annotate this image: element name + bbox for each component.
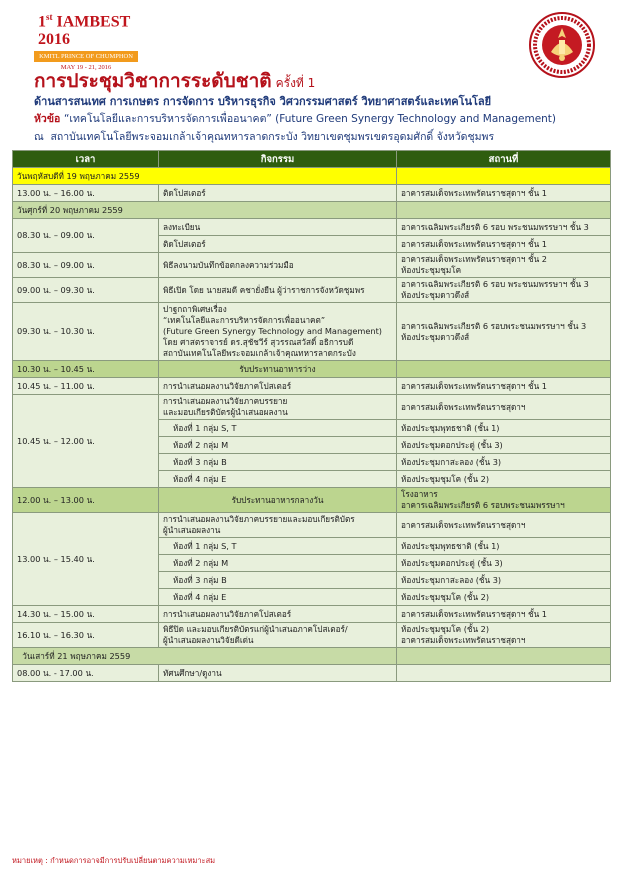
time-cell: 16.10 น. – 16.30 น. (13, 623, 159, 648)
time-cell: 13.00 น. – 15.40 น. (13, 513, 159, 606)
day-label: วันพฤหัสบดีที่ 19 พฤษภาคม 2559 (13, 168, 397, 185)
venue-cell: ห้องประชุมชุมโค (ชั้น 2) (397, 589, 611, 606)
venue-cell: อาคารสมเด็จพระเทพรัตนราชสุดาฯ (397, 513, 611, 538)
venue-cell: อาคารสมเด็จพระเทพรัตนราชสุดาฯ ชั้น 1 (397, 378, 611, 395)
room-cell: ห้องที่ 4 กลุ่ม E (159, 471, 397, 488)
time-cell: 09.30 น. – 10.30 น. (13, 303, 159, 361)
table-row (13, 185, 611, 202)
activity-cell: พิธีลงนามบันทึกข้อตกลงความร่วมมือ (159, 253, 397, 278)
venue-cell: ห้องประชุมกาสะลอง (ชั้น 3) (397, 572, 611, 589)
venue-cell: ห้องประชุมชุมโค (ชั้น 2) อาคารสมเด็จพระเทพรัตนราชสุดาฯ (397, 623, 611, 648)
time-cell: 09.00 น. – 09.30 น. (13, 278, 159, 303)
time-cell: 14.30 น. – 15.00 น. (13, 606, 159, 623)
venue-cell: อาคารเฉลิมพระเกียรติ 6 รอบพระชนมพรรษาฯ ชั้น 3 ห้องประชุมดาวดึงส์ (397, 303, 611, 361)
room-cell: ห้องที่ 1 กลุ่ม S, T (159, 538, 397, 555)
venue-cell (397, 361, 611, 378)
room-cell: ห้องที่ 3 กลุ่ม B (159, 572, 397, 589)
time-cell: 10.30 น. – 10.45 น. (13, 361, 159, 378)
header-activity: กิจกรรม (159, 151, 397, 168)
activity-cell: พิธีปิด และมอบเกียรติบัตรแก่ผู้นำเสนอภาคโปสเตอร์/ ผู้นำเสนอผลงานวิจัยดีเด่น (159, 623, 397, 648)
time-cell: 12.00 น. – 13.00 น. (13, 488, 159, 513)
activity-cell: การนำเสนอผลงานวิจัยภาคบรรยายและมอบเกียรติบัตร ผู้นำเสนอผลงาน (159, 513, 397, 538)
venue-cell: อาคารสมเด็จพระเทพรัตนราชสุดาฯ ชั้น 2 ห้องประชุมชุมโค (397, 253, 611, 278)
table-row (13, 219, 611, 236)
break-row (13, 361, 611, 378)
activity-cell: การนำเสนอผลงานวิจัยภาคบรรยาย และมอบเกียรติบัตรผู้นำเสนอผลงาน (159, 395, 397, 420)
table-row (13, 606, 611, 623)
day-row (13, 168, 611, 185)
day-row (13, 648, 611, 665)
venue-cell: ห้องประชุมกาสะลอง (ชั้น 3) (397, 454, 611, 471)
conference-logo (34, 8, 146, 72)
conference-subtitle: ด้านสารสนเทศ การเกษตร การจัดการ บริหารธุรกิจ วิศวกรรมศาสตร์ วิทยาศาสตร์และเทคโนโลยี (34, 95, 492, 108)
activity-cell: การนำเสนอผลงานวิจัยภาคโปสเตอร์ (159, 378, 397, 395)
table-row (13, 513, 611, 538)
activity-cell: พิธีเปิด โดย นายสมดี คชายั่งยืน ผู้ว่าราชการจังหวัดชุมพร (159, 278, 397, 303)
room-cell: ห้องที่ 2 กลุ่ม M (159, 555, 397, 572)
venue-cell: ห้องประชุมพุทธชาติ (ชั้น 1) (397, 420, 611, 437)
day-label: วันเสาร์ที่ 21 พฤษภาคม 2559 (13, 648, 397, 665)
time-cell: 10.45 น. – 11.00 น. (13, 378, 159, 395)
time-cell: 08.30 น. – 09.00 น. (13, 253, 159, 278)
table-header-row (13, 151, 611, 168)
venue-cell: ห้องประชุมดอกประดู่ (ชั้น 3) (397, 437, 611, 454)
footnote: หมายเหตุ : กำหนดการอาจมีการปรับเปลี่ยนตามความเหมาะสม (12, 856, 216, 865)
venue-cell: อาคารเฉลิมพระเกียรติ 6 รอบ พระชนมพรรษาฯ ชั้น 3 (397, 219, 611, 236)
table-row (13, 395, 611, 420)
venue-cell: อาคารเฉลิมพระเกียรติ 6 รอบ พระชนมพรรษาฯ ชั้น 3 ห้องประชุมดาวดึงส์ (397, 278, 611, 303)
day-row (13, 202, 611, 219)
venue-cell: อาคารสมเด็จพระเทพรัตนราชสุดาฯ (397, 395, 611, 420)
activity-cell: ติดโปสเตอร์ (159, 185, 397, 202)
activity-cell: รับประทานอาหารกลางวัน (159, 488, 397, 513)
time-cell: 10.45 น. – 12.00 น. (13, 395, 159, 488)
logo-title: 1st IAMBEST 2016 (38, 12, 131, 49)
logo-subtitle: KMITL PRINCE OF CHUMPHON (34, 51, 138, 62)
activity-cell: ลงทะเบียน (159, 219, 397, 236)
table-row (13, 378, 611, 395)
table-row (13, 665, 611, 682)
venue-cell: อาคารสมเด็จพระเทพรัตนราชสุดาฯ ชั้น 1 (397, 606, 611, 623)
logo-date: MAY 19 - 21, 2016 (60, 64, 112, 72)
room-cell: ห้องที่ 1 กลุ่ม S, T (159, 420, 397, 437)
room-cell: ห้องที่ 2 กลุ่ม M (159, 437, 397, 454)
university-seal-icon (529, 12, 595, 78)
room-cell: ห้องที่ 3 กลุ่ม B (159, 454, 397, 471)
table-row (13, 253, 611, 278)
table-row (13, 278, 611, 303)
day-label: วันศุกร์ที่ 20 พฤษภาคม 2559 (13, 202, 397, 219)
activity-cell: การนำเสนอผลงานวิจัยภาคโปสเตอร์ (159, 606, 397, 623)
table-row (13, 303, 611, 361)
header-venue: สถานที่ (397, 151, 611, 168)
page-title: การประชุมวิชาการระดับชาติ ครั้งที่ 1 (34, 70, 316, 92)
time-cell: 08.30 น. – 09.00 น. (13, 219, 159, 253)
header-time: เวลา (13, 151, 159, 168)
venue-cell: ห้องประชุมชุมโค (ชั้น 2) (397, 471, 611, 488)
venue-cell: อาคารสมเด็จพระเทพรัตนราชสุดาฯ ชั้น 1 (397, 185, 611, 202)
break-row (13, 488, 611, 513)
activity-cell: ทัศนศึกษา/ดูงาน (159, 665, 397, 682)
activity-cell: รับประทานอาหารว่าง (159, 361, 397, 378)
venue-cell: ห้องประชุมพุทธชาติ (ชั้น 1) (397, 538, 611, 555)
venue-cell: อาคารสมเด็จพระเทพรัตนราชสุดาฯ ชั้น 1 (397, 236, 611, 253)
time-cell: 08.00 น. - 17.00 น. (13, 665, 159, 682)
venue-cell (397, 665, 611, 682)
conference-venue: ณ สถาบันเทคโนโลยีพระจอมเกล้าเจ้าคุณทหารลาดกระบัง วิทยาเขตชุมพรเขตรอุดมศักดิ์ จังหวัดชุมพร (34, 131, 495, 143)
activity-cell: ติดโปสเตอร์ (159, 236, 397, 253)
schedule-table (12, 150, 611, 682)
venue-cell: ห้องประชุมดอกประดู่ (ชั้น 3) (397, 555, 611, 572)
room-cell: ห้องที่ 4 กลุ่ม E (159, 589, 397, 606)
table-row (13, 623, 611, 648)
conference-topic: หัวข้อ “เทคโนโลยีและการบริหารจัดการเพื่ออนาคต” (Future Green Synergy Technology and Management) (34, 113, 557, 125)
venue-cell: โรงอาหาร อาคารเฉลิมพระเกียรติ 6 รอบพระชนมพรรษาฯ (397, 488, 611, 513)
time-cell: 13.00 น. – 16.00 น. (13, 185, 159, 202)
activity-cell: ปาฐกถาพิเศษเรื่อง “เทคโนโลยีและการบริหารจัดการเพื่ออนาคต” (Future Green Synergy Technology and Management) โดย ศาสตราจารย์ ดร.สุชัชวีร์ สุวรรณสวัสดิ์ อธิการบดี สถาบันเทคโนโลยีพระจอมเกล้าเจ้าคุณทหารลาดกระบัง (159, 303, 397, 361)
